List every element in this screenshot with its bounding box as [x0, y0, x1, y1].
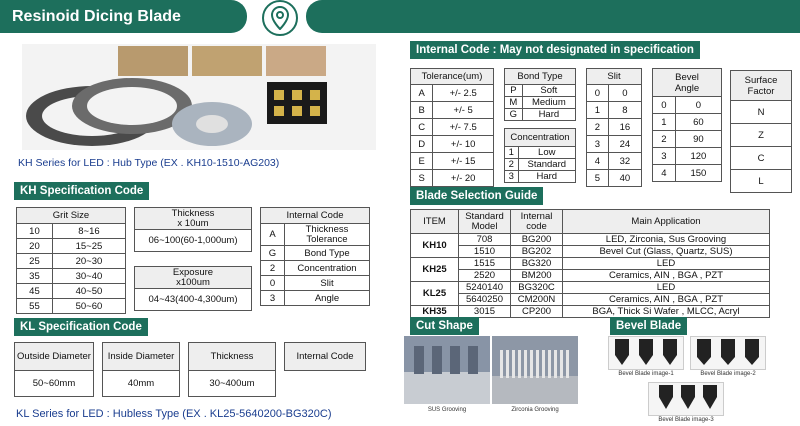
- bevel-blade-caption-2: Bevel Blade image-2: [700, 371, 756, 377]
- selection-item: KH35: [411, 306, 459, 318]
- selection-header: ITEM: [411, 210, 459, 234]
- selection-app: BGA, Thick Si Wafer , MLCC, Acryl: [563, 306, 770, 318]
- selection-code: CM200N: [511, 294, 563, 306]
- kl-value: 30~400um: [189, 371, 276, 397]
- selection-app: Bevel Cut (Glass, Quartz, SUS): [563, 246, 770, 258]
- bevel-blade-caption-1: Bevel Blade image-1: [618, 371, 674, 377]
- internal-meaning: Concentration: [285, 261, 370, 276]
- selection-item: KH25: [411, 258, 459, 282]
- kl-internal-code: [284, 342, 366, 371]
- tolerance-table: [410, 68, 494, 187]
- grit-code: 20: [17, 239, 53, 254]
- surface-value: L: [731, 170, 792, 193]
- internal-code: A: [261, 224, 285, 246]
- bond-code: G: [505, 109, 523, 121]
- zirconia-grooving-image: [492, 336, 578, 404]
- tolerance-code: S: [411, 170, 433, 187]
- selection-app: LED, Zirconia, Sus Grooving: [563, 234, 770, 246]
- tolerance-code: A: [411, 85, 433, 102]
- kl-header: Thickness: [189, 343, 276, 371]
- slit-code: 3: [587, 136, 609, 153]
- internal-meaning: Slit: [285, 276, 370, 291]
- selection-item: KH10: [411, 234, 459, 258]
- surface-value: N: [731, 101, 792, 124]
- tolerance-code: B: [411, 102, 433, 119]
- internal-code-label: Internal Code : May not designated in specification: [410, 41, 700, 59]
- internal-code: G: [261, 246, 285, 261]
- bevel-code: 1: [653, 114, 676, 131]
- bond-type-table: [504, 68, 576, 121]
- concentration-code: 2: [505, 159, 519, 171]
- internal-meaning: Bond Type: [285, 246, 370, 261]
- selection-model: 1515: [459, 258, 511, 270]
- kl-value: 40mm: [103, 371, 180, 397]
- bevel-code: 4: [653, 165, 676, 182]
- kh-spec-label: KH Specification Code: [14, 182, 149, 200]
- grit-code: 45: [17, 284, 53, 299]
- tolerance-value: +/- 5: [433, 102, 494, 119]
- selection-app: Ceramics, AIN , BGA , PZT: [563, 294, 770, 306]
- concentration-value: Low: [518, 147, 575, 159]
- exposure-table: [134, 266, 252, 311]
- grit-range: 20~30: [52, 254, 125, 269]
- cut-shape-label: Cut Shape: [410, 317, 479, 335]
- bevel-value: 150: [675, 165, 721, 182]
- bevel-code: 2: [653, 131, 676, 148]
- internal-meaning: Angle: [285, 291, 370, 306]
- bevel-value: 120: [675, 148, 721, 165]
- grit-range: 30~40: [52, 269, 125, 284]
- selection-model: 5240140: [459, 282, 511, 294]
- kl-inside-diameter: [102, 342, 180, 397]
- selection-model: 5640250: [459, 294, 511, 306]
- bevel-blade-image-3: [648, 382, 724, 416]
- tolerance-code: C: [411, 119, 433, 136]
- bond-value: Soft: [522, 85, 575, 97]
- zirconia-grooving-caption: Zirconia Grooving: [511, 407, 559, 413]
- bond-code: P: [505, 85, 523, 97]
- tolerance-code: D: [411, 136, 433, 153]
- kl-caption: KL Series for LED : Hubless Type (EX . KL25-5640200-BG320C): [16, 408, 332, 420]
- slit-code: 0: [587, 85, 609, 102]
- selection-code: CP200: [511, 306, 563, 318]
- tolerance-header: Tolerance(um): [411, 69, 494, 85]
- slit-value: 0: [608, 85, 641, 102]
- concentration-value: Hard: [518, 171, 575, 183]
- bevel-header: Bevel Angle: [653, 69, 722, 97]
- sus-grooving-image: [404, 336, 490, 404]
- selection-model: 708: [459, 234, 511, 246]
- grit-size-table: [16, 207, 126, 314]
- selection-code: BG200: [511, 234, 563, 246]
- concentration-code: 1: [505, 147, 519, 159]
- selection-code: BG202: [511, 246, 563, 258]
- selection-model: 1510: [459, 246, 511, 258]
- internal-code: 0: [261, 276, 285, 291]
- concentration-code: 3: [505, 171, 519, 183]
- slit-value: 32: [608, 153, 641, 170]
- thickness-header: Thickness x 10um: [135, 208, 252, 230]
- surface-header: Surface Factor: [731, 71, 792, 101]
- kl-outside-diameter: [14, 342, 94, 397]
- bevel-blade-image-1: [608, 336, 684, 370]
- exposure-value: 04~43(400-4,300um): [135, 289, 252, 311]
- bevel-code: 3: [653, 148, 676, 165]
- slit-code: 1: [587, 102, 609, 119]
- concentration-table: [504, 128, 576, 183]
- bond-header: Bond Type: [505, 69, 576, 85]
- selection-model: 3015: [459, 306, 511, 318]
- grit-code: 10: [17, 224, 53, 239]
- header-stripe: [306, 0, 800, 33]
- concentration-value: Standard: [518, 159, 575, 171]
- selection-code: BG320C: [511, 282, 563, 294]
- exposure-header: Exposure x100um: [135, 267, 252, 289]
- kl-value: 50~60mm: [15, 371, 94, 397]
- bond-value: Hard: [522, 109, 575, 121]
- internal-code: 2: [261, 261, 285, 276]
- bevel-blade-caption-3: Bevel Blade image-3: [658, 417, 714, 423]
- tolerance-value: +/- 15: [433, 153, 494, 170]
- selection-header: Internal code: [511, 210, 563, 234]
- grit-code: 55: [17, 299, 53, 314]
- kl-header: Inside Diameter: [103, 343, 180, 371]
- grit-range: 8~16: [52, 224, 125, 239]
- bevel-blade-label: Bevel Blade: [610, 317, 687, 335]
- surface-factor-table: [730, 70, 792, 193]
- tolerance-value: +/- 20: [433, 170, 494, 187]
- bevel-code: 0: [653, 97, 676, 114]
- grit-range: 15~25: [52, 239, 125, 254]
- bevel-blade-image-2: [690, 336, 766, 370]
- tolerance-code: E: [411, 153, 433, 170]
- internal-meaning: Thickness Tolerance: [285, 224, 370, 246]
- slit-value: 16: [608, 119, 641, 136]
- selection-code: BG320: [511, 258, 563, 270]
- kh-internal-code-table: [260, 207, 370, 306]
- bevel-angle-table: [652, 68, 722, 182]
- selection-code: BM200: [511, 270, 563, 282]
- selection-model: 2520: [459, 270, 511, 282]
- surface-value: Z: [731, 124, 792, 147]
- kl-header: Outside Diameter: [15, 343, 94, 371]
- page-title: Resinoid Dicing Blade: [0, 0, 247, 33]
- thickness-table: [134, 207, 252, 252]
- concentration-header: Concentration: [505, 129, 576, 147]
- grit-code: 25: [17, 254, 53, 269]
- bond-code: M: [505, 97, 523, 109]
- kh-caption: KH Series for LED : Hub Type (EX . KH10-1510-AG203): [18, 157, 280, 169]
- grit-range: 50~60: [52, 299, 125, 314]
- slit-header: Slit: [587, 69, 642, 85]
- slit-code: 5: [587, 170, 609, 187]
- selection-guide-label: Blade Selection Guide: [410, 187, 543, 205]
- slit-code: 2: [587, 119, 609, 136]
- slit-value: 40: [608, 170, 641, 187]
- slit-value: 24: [608, 136, 641, 153]
- tolerance-value: +/- 2.5: [433, 85, 494, 102]
- internal-header: Internal Code: [261, 208, 370, 224]
- grit-header: Grit Size: [17, 208, 126, 224]
- bevel-value: 60: [675, 114, 721, 131]
- kl-spec-label: KL Specification Code: [14, 318, 148, 336]
- sus-grooving-caption: SUS Grooving: [427, 407, 467, 413]
- bevel-value: 90: [675, 131, 721, 148]
- internal-code: 3: [261, 291, 285, 306]
- tolerance-value: +/- 10: [433, 136, 494, 153]
- slit-table: [586, 68, 642, 187]
- slit-code: 4: [587, 153, 609, 170]
- selection-header: Standard Model: [459, 210, 511, 234]
- selection-app: LED: [563, 282, 770, 294]
- selection-app: LED: [563, 258, 770, 270]
- location-pin-icon: [262, 0, 298, 36]
- tolerance-value: +/- 7.5: [433, 119, 494, 136]
- selection-item: KL25: [411, 282, 459, 306]
- bevel-value: 0: [675, 97, 721, 114]
- thickness-value: 06~100(60-1,000um): [135, 230, 252, 252]
- grit-range: 40~50: [52, 284, 125, 299]
- surface-value: C: [731, 147, 792, 170]
- selection-header: Main Application: [563, 210, 770, 234]
- selection-guide-table: [410, 209, 770, 318]
- selection-app: Ceramics, AIN , BGA , PZT: [563, 270, 770, 282]
- grit-code: 35: [17, 269, 53, 284]
- kl-header: Internal Code: [285, 343, 366, 371]
- product-photo: [22, 44, 376, 150]
- bond-value: Medium: [522, 97, 575, 109]
- kl-thickness: [188, 342, 276, 397]
- slit-value: 8: [608, 102, 641, 119]
